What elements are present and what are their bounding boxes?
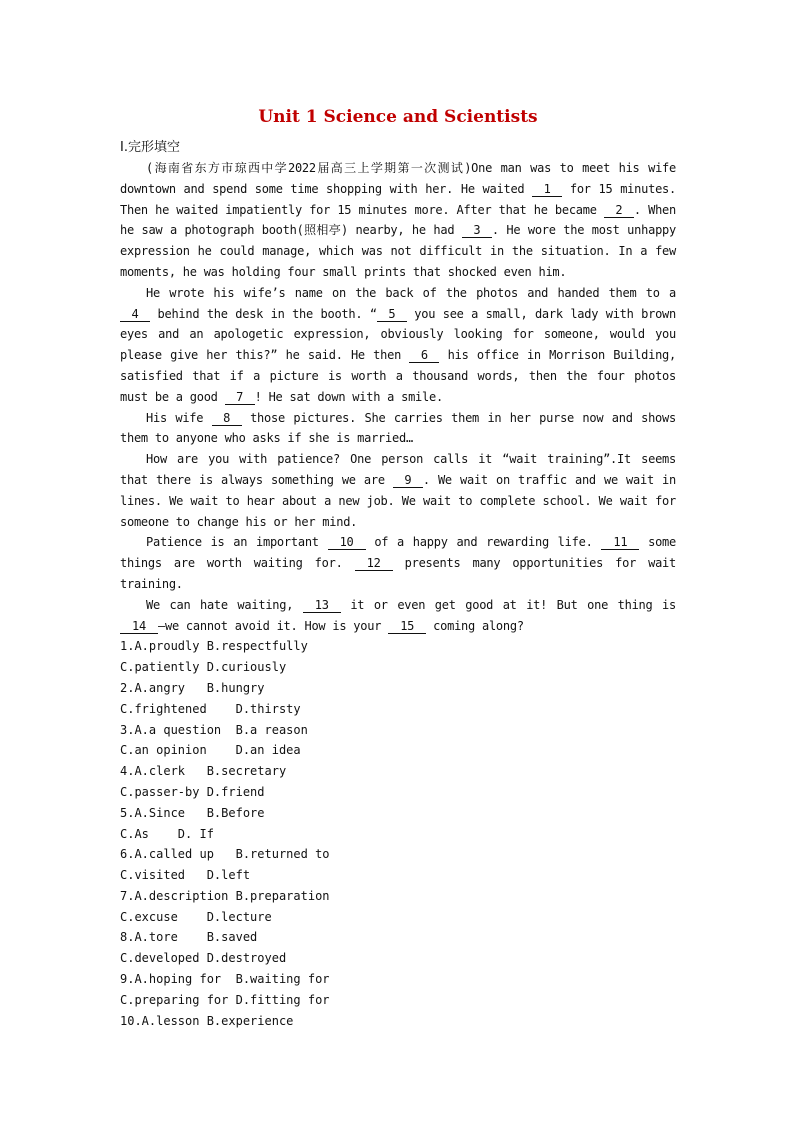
passage-text: those pictures. She carries them in her purse now and shows them to anyone who asks if she is married… xyxy=(120,410,676,446)
blank-13: 13 xyxy=(303,598,341,613)
option-line: C.visited D.left xyxy=(120,868,251,883)
option-line: C.preparing for D.fitting for xyxy=(120,992,330,1007)
document-page xyxy=(120,104,676,1031)
option-line: C.patiently D.curiously xyxy=(120,660,287,675)
passage-text: some things are worth waiting for. xyxy=(120,535,676,571)
passage-text: . We wait on traffic and we wait in lines. We wait to hear about a new job. We wait to complete school. We wait for someone to change his or her mind. xyxy=(120,472,676,529)
section-heading: Ⅰ.完形填空 xyxy=(120,140,180,155)
passage-text: . When he saw a photograph booth(照相亭) nearby, he had xyxy=(120,202,676,238)
passage-text: coming along? xyxy=(426,618,524,633)
option-line: 10.A.lesson B.experience xyxy=(120,1013,294,1028)
option-line: C.passer-by D.friend xyxy=(120,784,265,799)
passage-text: Patience is an important xyxy=(146,535,328,550)
option-line: 9.A.hoping for B.waiting for xyxy=(120,972,330,987)
passage-text: it or even get good at it! But one thing is xyxy=(340,597,677,612)
passage-text: you see a small, dark lady with brown eyes and an apologetic expression, obviously looking for someone, would you please give her this?” he said. He then xyxy=(120,306,676,363)
blank-6: 6 xyxy=(409,348,439,363)
passage-text: —we cannot avoid it. How is your xyxy=(158,618,389,633)
page-title: Unit 1 Science and Scientists xyxy=(258,107,538,127)
passage-paragraph xyxy=(120,283,676,408)
passage-paragraph xyxy=(120,532,676,594)
cloze-passage xyxy=(120,158,676,636)
option-line: C.frightened D.thirsty xyxy=(120,701,301,716)
blank-4: 4 xyxy=(120,307,150,322)
passage-paragraph xyxy=(120,158,676,283)
option-line: C.an opinion D.an idea xyxy=(120,743,301,758)
passage-text: presents many opportunities for wait training. xyxy=(120,556,676,591)
passage-paragraph xyxy=(120,595,676,637)
blank-15: 15 xyxy=(388,619,426,634)
blank-12: 12 xyxy=(355,556,393,571)
blank-5: 5 xyxy=(377,307,407,322)
blank-14: 14 xyxy=(120,619,158,634)
option-line: C.excuse D.lecture xyxy=(120,909,272,924)
blank-11: 11 xyxy=(601,535,639,550)
answer-options xyxy=(120,636,676,1031)
blank-9: 9 xyxy=(393,473,423,488)
passage-paragraph xyxy=(120,449,676,532)
passage-text: behind the desk in the booth. “ xyxy=(150,306,377,321)
passage-text: (海南省东方市琼西中学2022届高三上学期第一次测试)One man was to meet his wife downtown and spend some time shopping with her. He waited xyxy=(120,161,676,196)
passage-text: of a happy and rewarding life. xyxy=(365,535,602,550)
passage-text: ! He sat down with a smile. xyxy=(254,389,443,404)
blank-2: 2 xyxy=(604,203,634,218)
passage-text: He wrote his wife’s name on the back of the photos and handed them to a xyxy=(146,285,676,300)
option-line: 7.A.description B.preparation xyxy=(120,888,330,903)
blank-10: 10 xyxy=(328,535,366,550)
option-line: 2.A.angry B.hungry xyxy=(120,680,265,695)
option-line: 5.A.Since B.Before xyxy=(120,805,265,820)
option-line: C.developed D.destroyed xyxy=(120,951,287,966)
option-line: 8.A.tore B.saved xyxy=(120,930,258,945)
option-line: 4.A.clerk B.secretary xyxy=(120,764,287,779)
option-line: C.As D. If xyxy=(120,826,214,841)
blank-1: 1 xyxy=(532,182,562,197)
option-line: 3.A.a question B.a reason xyxy=(120,722,308,737)
passage-text: his office in Morrison Building, satisfied that if a picture is worth a thousand words, then the four photos must be a good xyxy=(120,348,676,404)
option-line: 1.A.proudly B.respectfully xyxy=(120,639,308,654)
passage-text: How are you with patience? One person calls it “wait training”.It seems that there is always something we are xyxy=(120,452,676,487)
passage-text: His wife xyxy=(146,410,212,425)
blank-3: 3 xyxy=(462,223,492,238)
option-line: 6.A.called up B.returned to xyxy=(120,847,330,862)
passage-text: We can hate waiting, xyxy=(146,597,303,612)
passage-paragraph xyxy=(120,408,676,450)
passage-text: for 15 minutes. Then he waited impatiently for 15 minutes more. After that he became xyxy=(120,181,676,217)
blank-7: 7 xyxy=(225,390,255,405)
passage-text: . He wore the most unhappy expression he could manage, which was not difficult in the situation. In a few moments, he was holding four small prints that shocked even him. xyxy=(120,223,676,279)
blank-8: 8 xyxy=(212,411,242,426)
